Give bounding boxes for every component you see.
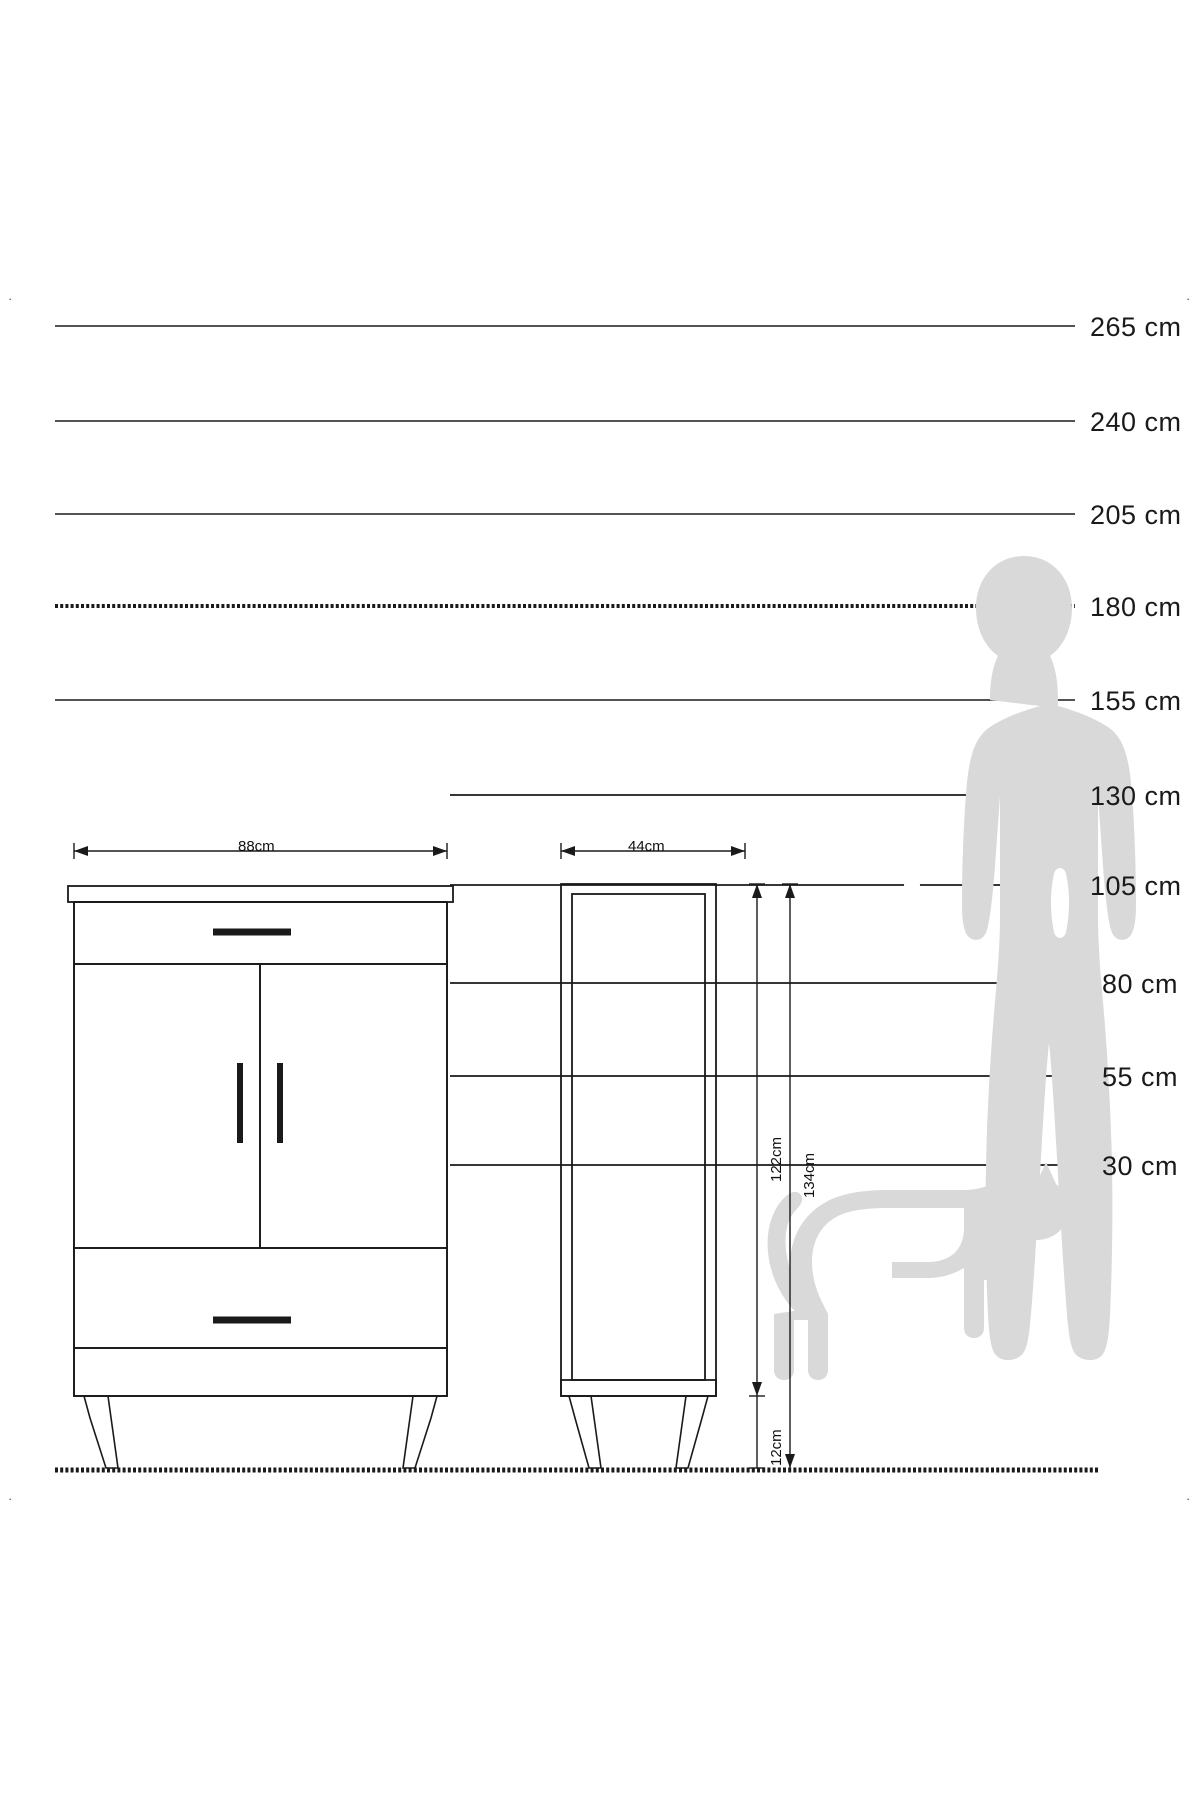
scale-label-80: 80 cm <box>1102 969 1179 999</box>
scale-label-265: 265 cm <box>1090 312 1182 342</box>
dim-label-134cm: 134cm <box>801 1152 818 1198</box>
dim-88-arrow-left <box>74 846 88 856</box>
silhouette-group <box>768 556 1136 1380</box>
man-hand-left <box>903 868 921 938</box>
dim-122-arrow-top <box>752 884 762 898</box>
cabinet-plinth <box>74 1348 447 1396</box>
cabinet-door-right <box>260 964 447 1248</box>
dim-label-44cm: 44cm <box>628 838 665 855</box>
dim-label-12cm: 12cm <box>768 1429 785 1466</box>
scale-label-240: 240 cm <box>1090 407 1182 437</box>
scale-label-180: 180 cm <box>1090 592 1182 622</box>
dim-134-arrow-bottom <box>785 1454 795 1468</box>
dim-44-arrow-right <box>731 846 745 856</box>
tall-cabinet-plinth <box>561 1380 716 1396</box>
cabinet-door-left <box>74 964 260 1248</box>
tall-cabinet-leg-left <box>569 1396 601 1468</box>
corner-mark-top-left: · <box>8 291 13 306</box>
dim-label-122cm: 122cm <box>768 1136 785 1182</box>
scale-label-205: 205 cm <box>1090 500 1182 530</box>
scale-label-155: 155 cm <box>1090 686 1182 716</box>
cabinet-top-slab <box>68 886 453 902</box>
dim-134-arrow-top <box>785 884 795 898</box>
dim-122-arrow-bottom <box>752 1382 762 1396</box>
sideboard-cabinet <box>68 886 453 1468</box>
dim-88-arrow-right <box>433 846 447 856</box>
dim-44-arrow-left <box>561 846 575 856</box>
cabinet-leg-left <box>84 1396 118 1468</box>
scale-lines <box>55 326 1100 1470</box>
tall-cabinet-outer <box>561 884 716 1396</box>
corner-mark-bottom-left: · <box>8 1491 13 1506</box>
scale-label-105: 105 cm <box>1090 871 1182 901</box>
cabinet-bottom-drawer <box>74 1248 447 1348</box>
dim-label-88cm: 88cm <box>238 838 275 855</box>
tall-cabinet-leg-right <box>676 1396 708 1468</box>
cat-body-shape <box>892 1190 1020 1338</box>
scale-label-55: 55 cm <box>1102 1062 1179 1092</box>
cabinet-leg-right <box>403 1396 437 1468</box>
tall-cabinet-door <box>572 894 705 1380</box>
corner-mark-bottom-right: · <box>1186 1491 1191 1506</box>
tall-cabinet <box>561 884 716 1468</box>
corner-mark-top-right: · <box>1186 291 1191 306</box>
man-hand-right <box>1051 868 1069 938</box>
scale-label-130: 130 cm <box>1090 781 1182 811</box>
scale-label-30: 30 cm <box>1102 1151 1179 1181</box>
